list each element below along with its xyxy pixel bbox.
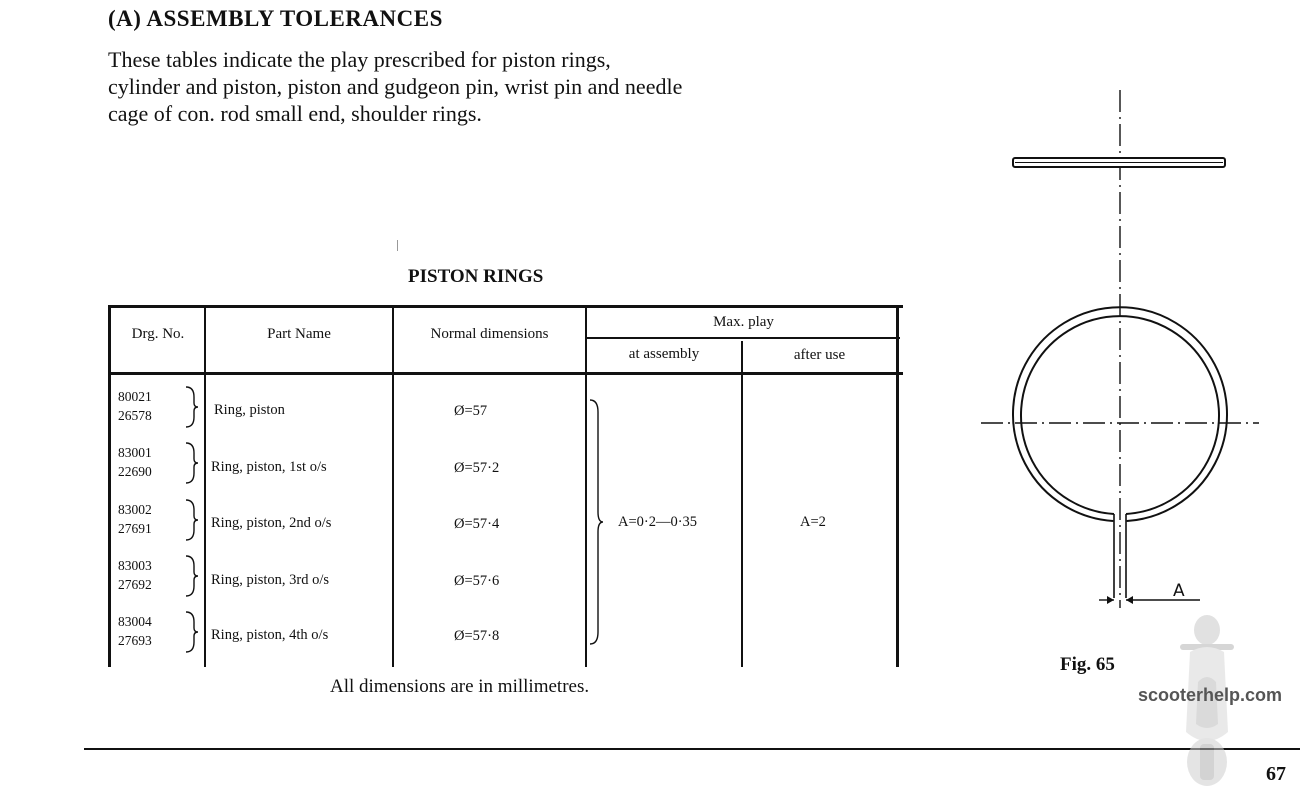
piston-ring-diagram <box>975 88 1265 628</box>
drg-number: 83004 <box>118 614 152 629</box>
header-normal-dimensions: Normal dimensions <box>430 326 549 342</box>
drg-number: 27692 <box>118 577 152 592</box>
footnote: All dimensions are in millimetres. <box>330 676 590 697</box>
print-mark <box>397 240 398 251</box>
header-bottom-rule <box>108 372 903 375</box>
drg-number: 27691 <box>118 521 152 536</box>
brace-icon <box>184 385 200 429</box>
drg-number: 27693 <box>118 633 152 648</box>
col-rule-2 <box>392 305 394 667</box>
drg-number: 26578 <box>118 408 152 423</box>
page-number: 67 <box>1266 763 1286 785</box>
normal-dimension: Ø=57·2 <box>454 460 500 476</box>
header-at-assembly: at assembly <box>628 346 700 362</box>
table-left-rule <box>108 305 111 667</box>
normal-dimension: Ø=57·8 <box>454 628 500 644</box>
brace-icon <box>184 498 200 542</box>
drg-number: 80021 <box>118 389 152 404</box>
col-rule-1 <box>204 305 206 667</box>
brace-icon <box>184 441 200 485</box>
part-name: Ring, piston, 4th o/s <box>211 627 329 643</box>
drg-number: 83001 <box>118 445 152 460</box>
col-rule-4 <box>741 341 743 667</box>
header-drg-no: Drg. No. <box>131 326 185 342</box>
table-top-rule <box>108 305 903 308</box>
part-name: Ring, piston <box>214 402 285 418</box>
brace-icon <box>184 554 200 598</box>
drg-number: 22690 <box>118 464 152 479</box>
drg-number: 83003 <box>118 558 152 573</box>
part-name: Ring, piston, 1st o/s <box>211 459 327 475</box>
max-play-after-use: A=2 <box>800 514 826 530</box>
drg-number: 83002 <box>118 502 152 517</box>
intro-paragraph: These tables indicate the play prescribed for piston rings, cylinder and piston, piston and gudgeon pin, wrist pin and needle cage of con. rod small end, shoulder rings. <box>108 47 683 126</box>
normal-dimension: Ø=57·4 <box>454 516 500 532</box>
brace-icon <box>184 610 200 654</box>
normal-dimension: Ø=57 <box>454 403 488 419</box>
section-heading: (A) ASSEMBLY TOLERANCES <box>108 6 443 31</box>
table-right-rule <box>896 305 899 667</box>
large-brace-icon <box>588 398 606 648</box>
normal-dimension: Ø=57·6 <box>454 573 500 589</box>
header-max-play: Max. play <box>713 314 774 330</box>
bottom-rule <box>84 748 1300 750</box>
table-title: PISTON RINGS <box>408 266 544 287</box>
max-play-at-assembly: A=0·2—0·35 <box>618 514 698 530</box>
watermark-text: scooterhelp.com <box>1138 685 1283 705</box>
header-part-name: Part Name <box>267 326 331 342</box>
figure-caption: Fig. 65 <box>1060 654 1115 675</box>
part-name: Ring, piston, 2nd o/s <box>211 515 332 531</box>
header-after-use: after use <box>793 347 846 363</box>
gap-label-a: A <box>1173 581 1185 601</box>
max-play-divider <box>587 337 900 339</box>
piston-rings-table <box>108 305 903 669</box>
part-name: Ring, piston, 3rd o/s <box>211 572 330 588</box>
